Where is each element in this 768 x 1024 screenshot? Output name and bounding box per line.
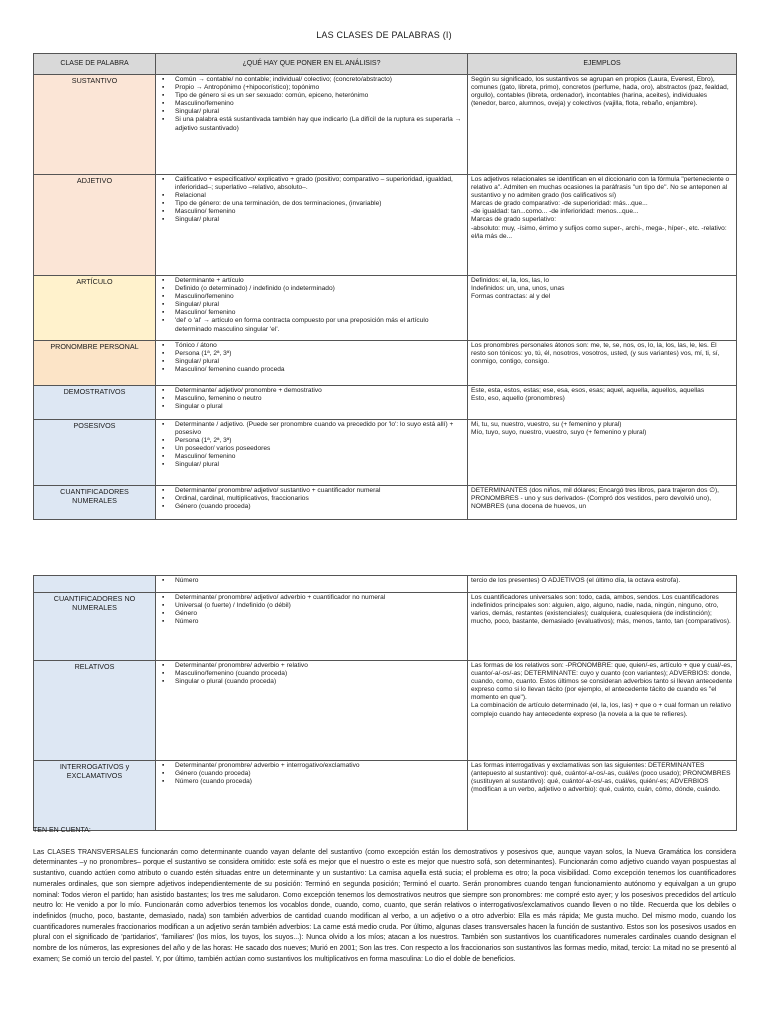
- example-text: Los pronombres personales átonos son: me, te, se, nos, os, lo, la, los, las, le, les. El resto son tónicos: yo, tú, él, nosotros, vosotros, usted, (y sus variantes) vos, mí, ti, sí, conmigo, contigo, consigo.: [471, 342, 720, 366]
- table-row-adjetivo: [34, 175, 737, 276]
- analysis-list: [159, 76, 464, 133]
- example-text: Mío, tuyo, suyo, nuestro, vuestro, suyo (+ femenino y plural): [471, 429, 647, 437]
- analysis-list: [159, 176, 464, 225]
- analysis-item: ▪ Determinante/ pronombre/ adverbio + interrogativo/exclamativo: [175, 762, 464, 770]
- table-row-pronombre-personal: [34, 341, 737, 386]
- analysis-item: ▪ Calificativo + especificativo/ explicativo + grado (positivo; comparativo – superioridad, igualdad, inferioridad–; superlativo –relativo, absoluto–.: [175, 176, 464, 192]
- examples-cell: [468, 75, 737, 175]
- word-class-cell: ADJETIVO: [34, 175, 156, 276]
- examples-cell: [468, 276, 737, 341]
- analysis-item: ▪ Singular/ plural: [175, 108, 464, 116]
- analysis-cell: [156, 75, 468, 175]
- analysis-cell: [156, 276, 468, 341]
- analysis-item: ▪ Si una palabra está sustantivada también hay que indicarlo (La difícil de la ruptura es superarla → adjetivo sustantivado): [175, 116, 464, 132]
- analysis-item: ▪ Tónico / átono: [175, 342, 464, 350]
- analysis-list: [159, 342, 464, 374]
- analysis-list: [159, 387, 464, 411]
- analysis-cell: [156, 341, 468, 386]
- analysis-item: ▪ Determinante / adjetivo. (Puede ser pronombre cuando va precedido por 'lo': lo suyo está allí) + posesivo: [175, 421, 464, 437]
- analysis-item: ▪ Singular o plural (cuando proceda): [175, 678, 464, 686]
- table-row-cuantificadores-no-numerales: [34, 593, 737, 661]
- example-text: Marcas de grado superlativo:: [471, 216, 557, 224]
- analysis-list: [159, 594, 464, 626]
- word-class-cell: INTERROGATIVOS y EXCLAMATIVOS: [34, 761, 156, 831]
- analysis-item: ▪ Propio → Antropónimo (+hipocorístico); topónimo: [175, 84, 464, 92]
- table-row-sustantivo: [34, 75, 737, 175]
- analysis-item: ▪ Género (cuando proceda): [175, 770, 464, 778]
- table-row-relativos: [34, 661, 737, 761]
- table-row-demostrativos: [34, 386, 737, 420]
- analysis-item: ▪ Definido (o determinado) / indefinido (o indeterminado): [175, 285, 464, 293]
- word-class-cell: SUSTANTIVO: [34, 75, 156, 175]
- analysis-item: ▪ Relacional: [175, 192, 464, 200]
- analysis-item: ▪ Singular o plural: [175, 403, 464, 411]
- analysis-item: ▪ Masculino/ femenino: [175, 309, 464, 317]
- analysis-item: ▪ Tipo de género si es un ser sexuado: común, epiceno, heterónimo: [175, 92, 464, 100]
- analysis-item: ▪ Género: [175, 610, 464, 618]
- analysis-list: [159, 762, 464, 786]
- analysis-item: ▪ Número: [175, 577, 464, 585]
- example-text: Mi, tu, su, nuestro, vuestro, su (+ femenino y plural): [471, 421, 622, 428]
- analysis-cell: [156, 175, 468, 276]
- analysis-item: ▪ Masculino/femenino (cuando proceda): [175, 670, 464, 678]
- analysis-cell: [156, 420, 468, 486]
- example-text: Los cuantificadores universales son: todo, cada, ambos, sendos. Los cuantificadores indefinidos principales son: alguien, algo, alguno, nadie, nada, ningún, ninguno, otro, varios, demás, restantes (existenciales); cualquiera, cualesquiera (de indistinción); mucho, poco, bastante, demasiado (evaluativos); más, menos, tanto, tan (comparativos).: [471, 594, 731, 626]
- example-text: La combinación de artículo determinado (el, la, los, las) + que o + cual forman un relativo complejo cuando hay antecedente expreso (la novela a la que te refieres).: [471, 702, 731, 718]
- analysis-item: ▪ 'del' o 'al' → artículo en forma contracta compuesto por una preposición más el artículo determinado masculino singular 'el'.: [175, 317, 464, 333]
- analysis-item: ▪ Universal (o fuerte) / Indefinido (o débil): [175, 602, 464, 610]
- table-row-articulo: [34, 276, 737, 341]
- analysis-item: ▪ Número (cuando proceda): [175, 778, 464, 786]
- analysis-list: [159, 421, 464, 470]
- notes-section: [33, 826, 736, 965]
- analysis-item: ▪ Singular/ plural: [175, 461, 464, 469]
- word-classes-table-1: [33, 53, 737, 520]
- analysis-item: ▪ Masculino/ femenino: [175, 453, 464, 461]
- example-text: Este, esta, estos, estas; ese, esa, esos, esas; aquel, aquella, aquellos, aquellas: [471, 387, 705, 394]
- table-row-interrogativos-y-exclamativos: [34, 761, 737, 831]
- table-row-posesivos: [34, 420, 737, 486]
- word-class-cell: DEMOSTRATIVOS: [34, 386, 156, 420]
- analysis-cell: [156, 661, 468, 761]
- word-class-cell: CUANTIFICADORES NUMERALES: [34, 486, 156, 520]
- analysis-item: ▪ Masculino, femenino o neutro: [175, 395, 464, 403]
- table-row-continued: [34, 576, 737, 593]
- analysis-item: ▪ Persona (1ª, 2ª, 3ª): [175, 437, 464, 445]
- analysis-cell: [156, 576, 468, 593]
- examples-cell: [468, 420, 737, 486]
- examples-cell: [468, 761, 737, 831]
- analysis-item: ▪ Determinante/ pronombre/ adjetivo/ adverbio + cuantificador no numeral: [175, 594, 464, 602]
- analysis-item: ▪ Masculino/ femenino cuando proceda: [175, 366, 464, 374]
- header-examples: EJEMPLOS: [468, 54, 737, 75]
- analysis-item: ▪ Masculino/femenino: [175, 100, 464, 108]
- example-text: Definidos: el, la, los, las, lo: [471, 277, 550, 284]
- example-text: tercio de los presentes) O ADJETIVOS (el último día, la octava estrofa).: [471, 577, 681, 584]
- example-text: Las formas interrogativas y exclamativas son las siguientes: DETERMINANTES (antepuesto al sustantivo): qué, cuánto/-a/-os/-as, cuál/es (poco usado); PRONOMBRES (sustituyen al sustantivo): qué, cuánto/-a/-os/-as, cuál/es, quién/-es; ADVERBIOS (modifican a un verbo, adjetivo o adverbio): qué, cuánto, cuán, cómo, dónde, cuándo.: [471, 762, 731, 794]
- header-analysis: ¿QUÉ HAY QUE PONER EN EL ANÁLISIS?: [156, 54, 468, 75]
- page-title: LAS CLASES DE PALABRAS (I): [316, 30, 452, 40]
- notes-body: Las CLASES TRANSVERSALES funcionarán como determinante cuando vayan delante del sustantivo (como excepción están los demostrativos y posesivos que, aunque vayan solos, la Nueva Gramática los considera determinantes –y no pronombres– porque el sustantivo se considera omitido: este sofá es mejor que el nuestro o este es mejor que nuestro sofá, son determinantes). Funcionarán como adjetivo cuando vayan pospuestas al sustantivo, cuando actúen como atributo o cuando estén situadas entre un determinante y un sustantivo: La camisa aquella está sucia; el problema es otro; la poca visibilidad. Como excepción tenemos los cuantificadores numerales ordinales, que son siempre adjetivos independientemente de su posición: Terminó en segunda posición; Terminó el cuarto. Serán pronombres cuando tengan funcionamiento autónomo y equivalgan a un grupo nominal: Todos vieron el partido; han asistido bastantes; los tres me saludaron. Como excepción tenemos los demostrativos neutros que siempre son pronombres: me compré esto ayer; y los posesivos precedidos del artículo neutro lo: He venido a por lo mío. Funcionarán como adverbios tenemos los vocablos donde, cuando, como, cuanto, que serán relativos o interrogativos/exclamativos cuando lleven o no tilde. Recuerda que los debiles o indefinidos (mucho, poco, bastante, demasiado, nada) son también adverbios de cantidad cuando modifican al verbo, a un adjetivo o a otro adverbio: Ella es más rápida; Me gusta mucho. Del mismo modo, cuando los cuantificadores numerales fraccionarios modifican a un adjetivo serán también adverbios: La carne está medio cruda. Por último, algunas clases transversales hacen la función de sustantivo. Estos son los posesivos usados en plural con el significado de 'partidarios', 'familiares' (los míos, los tuyos, los suyos...): Nunca olvido a los míos; atacan a los nuestros. También son sustantivos los cuantificadores numerales cardinales cuando designan el nombre de los números, las expresiones del año y de las horas: He sacado dos nueves; Murió en 2001; Son las tres. Con respecto a los fraccionarios son sustantivos las formas medio, mitad, tercio: La mitad no se presentó al examen; Se comió un tercio del pastel. Y, por último, también actúan como sustantivos los multiplicativos en forma masculina: Lo dio el doble de beneficios.: [33, 848, 736, 963]
- analysis-cell: [156, 486, 468, 520]
- analysis-item: ▪ Tipo de género: de una terminación, de dos terminaciones, (invariable): [175, 200, 464, 208]
- analysis-item: ▪ Singular/ plural: [175, 216, 464, 224]
- analysis-cell: [156, 593, 468, 661]
- analysis-item: ▪ Determinante + artículo: [175, 277, 464, 285]
- analysis-item: ▪ Género (cuando proceda): [175, 503, 464, 511]
- header-word-class: CLASE DE PALABRA: [34, 54, 156, 75]
- analysis-item: ▪ Ordinal, cardinal, multiplicativos, fraccionarios: [175, 495, 464, 503]
- analysis-item: ▪ Un poseedor/ varios poseedores: [175, 445, 464, 453]
- analysis-list: [159, 662, 464, 686]
- table-1-body: [34, 75, 737, 520]
- analysis-item: ▪ Determinante/ adjetivo/ pronombre + demostrativo: [175, 387, 464, 395]
- table-row-cuantificadores-numerales: [34, 486, 737, 520]
- analysis-list: [159, 577, 464, 585]
- examples-cell: [468, 386, 737, 420]
- word-class-cell: CUANTIFICADORES NO NUMERALES: [34, 593, 156, 661]
- examples-cell: [468, 175, 737, 276]
- analysis-item: ▪ Singular/ plural: [175, 301, 464, 309]
- analysis-item: ▪ Número: [175, 618, 464, 626]
- analysis-list: [159, 487, 464, 511]
- analysis-item: ▪ Masculino/femenino: [175, 293, 464, 301]
- word-class-cell: POSESIVOS: [34, 420, 156, 486]
- analysis-cell: [156, 386, 468, 420]
- example-text: Marcas de grado comparativo: -de superioridad: más...que...: [471, 200, 648, 208]
- examples-cell: [468, 661, 737, 761]
- notes-heading: TEN EN CUENTA:: [33, 827, 91, 834]
- analysis-list: [159, 277, 464, 334]
- examples-cell: [468, 486, 737, 520]
- analysis-item: ▪ Singular/ plural: [175, 358, 464, 366]
- example-text: Esto, eso, aquello (pronombres): [471, 395, 565, 403]
- word-class-cell: ARTÍCULO: [34, 276, 156, 341]
- example-text: Indefinidos: un, una, unos, unas: [471, 285, 565, 293]
- word-class-cell: PRONOMBRE PERSONAL: [34, 341, 156, 386]
- analysis-cell: [156, 761, 468, 831]
- example-text: DETERMINANTES (dos niños, mil dólares; Encargó tres libros, para trajeron dos ∅), PRONOMBRES - uno y sus derivados- (Compró dos vestidos, pero devolvió uno), NOMBRES (una docena de huevos, un: [471, 487, 719, 511]
- analysis-item: ▪ Masculino/ femenino: [175, 208, 464, 216]
- table-2-body: [34, 576, 737, 831]
- examples-cell: [468, 341, 737, 386]
- example-text: -de igualdad: tan...como... -de inferioridad: menos...que...: [471, 208, 639, 216]
- example-text: Según su significado, los sustantivos se agrupan en propios (Laura, Everest, Ebro), comunes (gato, libreta, primo), concretos (perfume, hada, oro), abstractos (paz, fealdad, orgullo), contables (libreta, ordenador), incontables (harina, aceites), individuales (tenedor, barco, alumnos, oveja) y colectivos (vajilla, flota, rebaño, enjambre).: [471, 76, 729, 108]
- example-text: Los adjetivos relacionales se identifican en el diccionario con la fórmula "perteneciente o relativo a". Admiten en muchas ocasiones la paráfrasis "un tipo de". No se anteponen al sustantivo y no admiten grado (los calificativos sí): [471, 176, 730, 200]
- word-class-cell: RELATIVOS: [34, 661, 156, 761]
- analysis-item: ▪ Persona (1ª, 2ª, 3ª): [175, 350, 464, 358]
- examples-cell: [468, 593, 737, 661]
- example-text: Las formas de los relativos son: -PRONOMBRE: que, quien/-es, artículo + que y cual/-es, cuanto/-a/-os/-as; DETERMINANTE: cuyo y cuanto (con variantes); ADVERBIOS: donde, cuando, como, cuanto. Estos últimos se consideran adverbios tanto si llevan antecedente expreso como si lo llevan tácito (por ejemplo, el antecedente tácito de cuando es "el momento en que").: [471, 662, 733, 702]
- word-classes-table-2: [33, 575, 737, 831]
- word-class-cell: [34, 576, 156, 593]
- examples-cell: [468, 576, 737, 593]
- analysis-item: ▪ Determinante/ pronombre/ adjetivo/ sustantivo + cuantificador numeral: [175, 487, 464, 495]
- example-text: Formas contractas: al y del: [471, 293, 551, 301]
- analysis-item: ▪ Determinante/ pronombre/ adverbio + relativo: [175, 662, 464, 670]
- analysis-item: ▪ Común → contable/ no contable; individual/ colectivo; (concreto/abstracto): [175, 76, 464, 84]
- example-text: -absoluto: muy, -ísimo, érrimo y sufijos como super-, archi-, mega-, híper-, etc. -relativo: el/la más de...: [471, 224, 727, 240]
